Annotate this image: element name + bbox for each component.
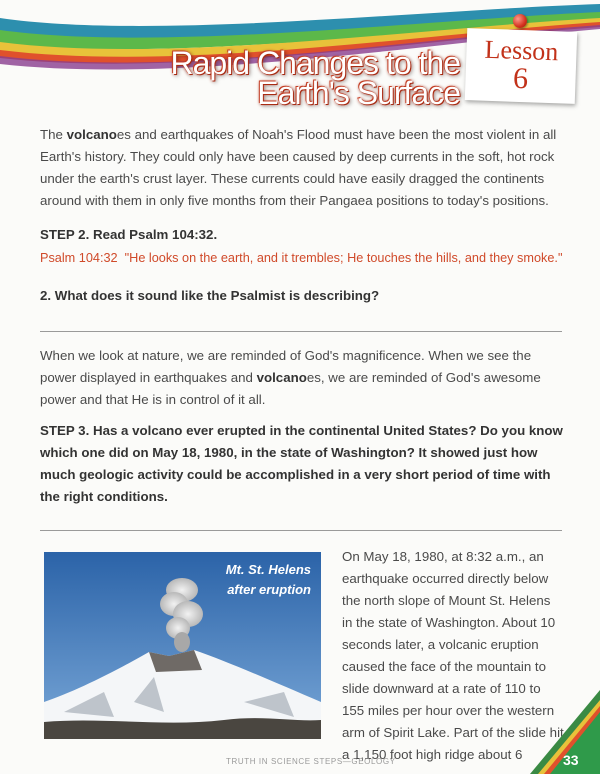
lesson-title	[150, 45, 460, 111]
step2-question: 2. What does it sound like the Psalmist is describing?	[40, 288, 380, 303]
intro-text-start: The	[40, 127, 67, 142]
eruption-description: On May 18, 1980, at 8:32 a.m., an earthquake occurred directly below the north slope of Mount St. Helens in the state of Washington. About 10 seconds later, a volcanic eruption caused the face of the mountain to slide downward at a rate of 110 to 155 miles per hour over the western arm of Spirit Lake. Part of the slide hit a 1,150 foot high ridge about 6	[342, 549, 564, 762]
title-line-2: Earth's Surface	[257, 75, 460, 111]
photo-caption	[226, 560, 311, 600]
psalm-text: "He looks on the earth, and it trembles; He touches the hills, and they smoke."	[124, 251, 563, 265]
lesson-number: 6	[512, 61, 529, 96]
lesson-card	[465, 28, 577, 104]
intro-paragraph	[40, 124, 566, 212]
step3-question: STEP 3. Has a volcano ever erupted in the continental United States? Do you know which one did on May 18, 1980, in the state of Washington? It showed just how much geologic activity could be accomplished in a very short period of time with the right conditions.	[40, 423, 563, 504]
caption-line-1: Mt. St. Helens	[225, 562, 311, 577]
intro-keyword: volcano	[66, 127, 117, 142]
title-line-1: Rapid Changes to the	[170, 45, 460, 81]
step2-heading: STEP 2. Read Psalm 104:32.	[40, 227, 218, 242]
nature-keyword: volcano	[256, 370, 307, 385]
page-number: 33	[563, 752, 579, 768]
lesson-label: Lesson	[484, 34, 559, 67]
caption-line-2: after eruption	[227, 582, 311, 597]
mt-st-helens-photo	[44, 552, 321, 739]
nature-paragraph	[40, 345, 566, 411]
nature-text-start: When we look at nature, we are reminded of God's magnificence. When we see the power displayed in earthquakes and	[40, 348, 532, 385]
intro-text-rest: es and earthquakes of Noah's Flood must have been the most violent in all Earth's history. They could only have been caused by deep currents in the soft, hot rock under the earth's crust layer. These currents could have easily dragged the continents around with them in only five months from their Pangaea positions to today's positions.	[40, 127, 557, 208]
footer-series: TRUTH IN SCIENCE STEPS—GEOLOGY	[226, 757, 396, 766]
answer-line-2[interactable]	[40, 530, 562, 531]
nature-text-rest: es, we are reminded of God's awesome power and that He is in control of it all.	[40, 370, 541, 407]
answer-line-1[interactable]	[40, 331, 562, 332]
psalm-ref: Psalm 104:32	[40, 251, 118, 265]
psalm-quote	[40, 248, 570, 268]
pushpin-icon	[513, 14, 527, 28]
